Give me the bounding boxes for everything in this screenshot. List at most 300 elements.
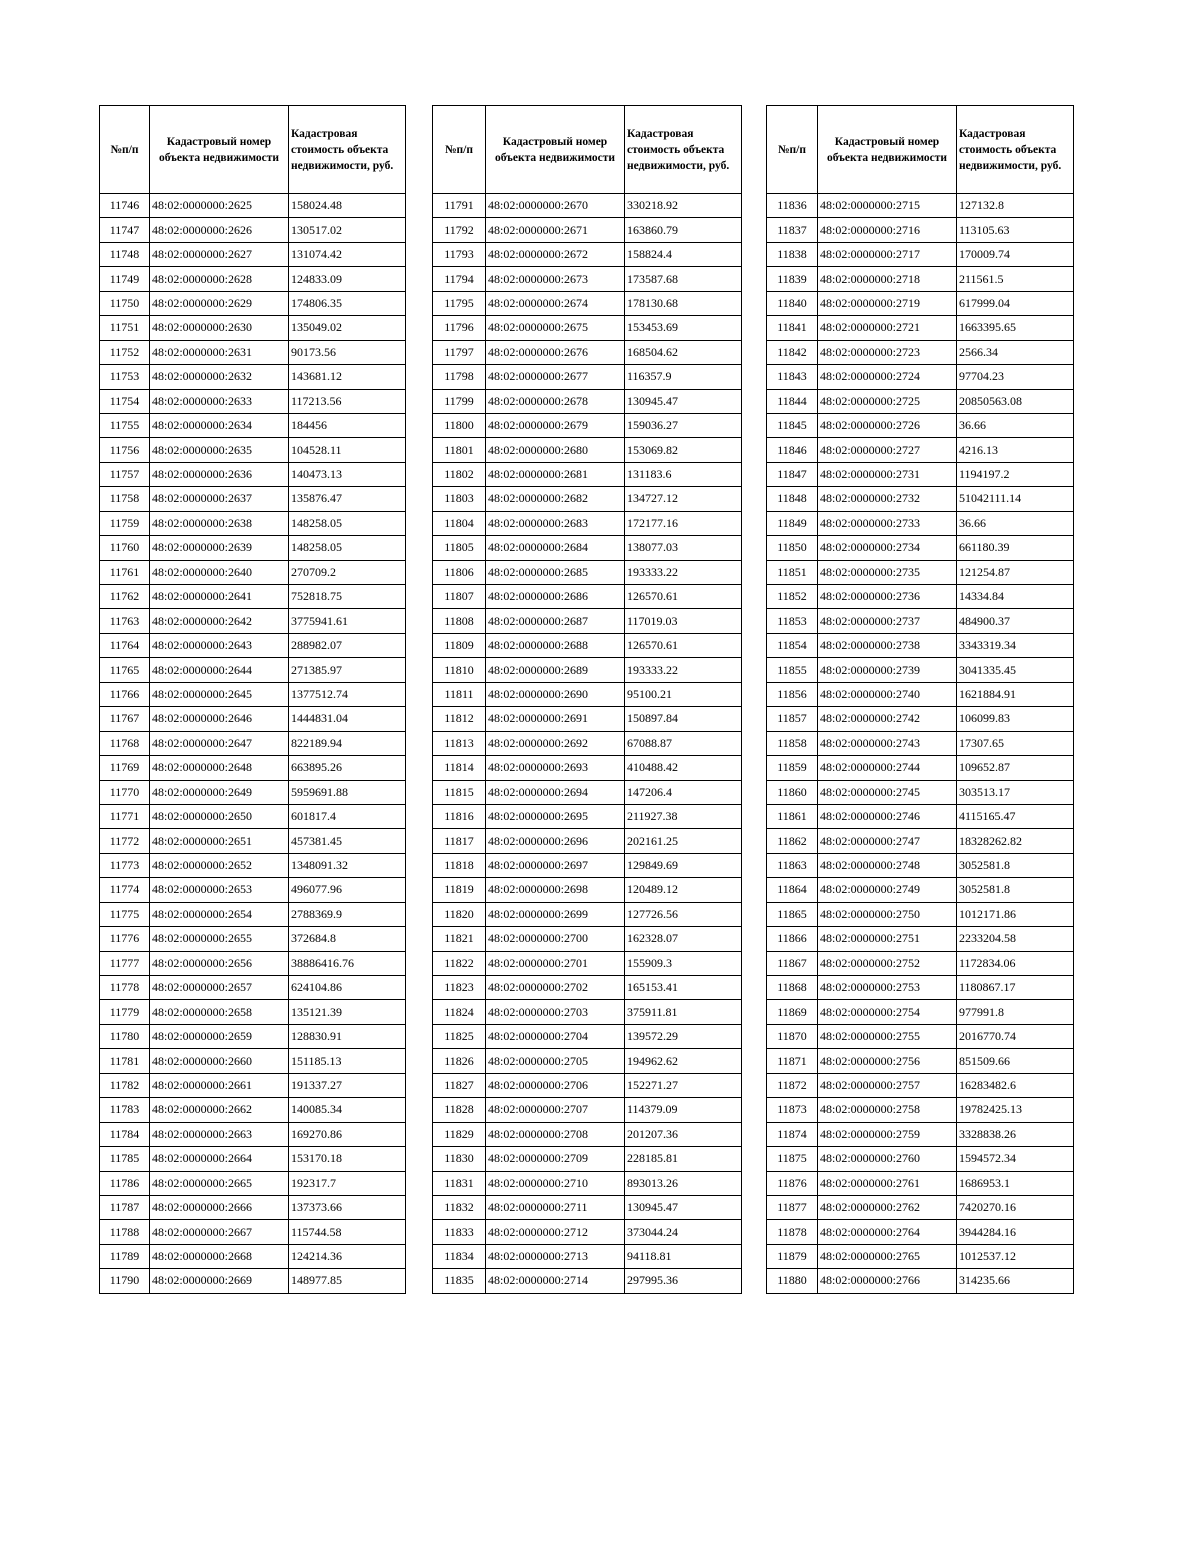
row-number: 11859	[767, 756, 818, 780]
row-number: 11869	[767, 1000, 818, 1024]
row-number: 11852	[767, 585, 818, 609]
cadastral-number: 48:02:0000000:2754	[818, 1000, 957, 1024]
table-row	[100, 291, 406, 315]
table-row	[100, 1269, 406, 1293]
cadastral-value: 153170.18	[289, 1147, 406, 1171]
table-row	[767, 413, 1074, 437]
table-row	[433, 218, 742, 242]
cadastral-value: 155909.3	[625, 951, 742, 975]
cadastral-value: 1348091.32	[289, 853, 406, 877]
cadastral-number: 48:02:0000000:2673	[486, 267, 625, 291]
cadastral-value: 375911.81	[625, 1000, 742, 1024]
cadastral-number: 48:02:0000000:2656	[150, 951, 289, 975]
cadastral-number: 48:02:0000000:2680	[486, 438, 625, 462]
row-number: 11822	[433, 951, 486, 975]
cadastral-number: 48:02:0000000:2642	[150, 609, 289, 633]
cadastral-number: 48:02:0000000:2658	[150, 1000, 289, 1024]
cadastral-value: 151185.13	[289, 1049, 406, 1073]
cadastral-value: 3052581.8	[957, 853, 1074, 877]
cadastral-value: 115744.58	[289, 1220, 406, 1244]
cadastral-number: 48:02:0000000:2688	[486, 633, 625, 657]
row-number: 11812	[433, 707, 486, 731]
row-number: 11808	[433, 609, 486, 633]
row-number: 11856	[767, 682, 818, 706]
row-number: 11847	[767, 462, 818, 486]
table-row	[100, 1024, 406, 1048]
cadastral-value: 97704.23	[957, 365, 1074, 389]
row-number: 11814	[433, 756, 486, 780]
cadastral-value: 1663395.65	[957, 316, 1074, 340]
table-row	[100, 462, 406, 486]
cadastral-number: 48:02:0000000:2738	[818, 633, 957, 657]
row-number: 11823	[433, 976, 486, 1000]
cadastral-number: 48:02:0000000:2630	[150, 316, 289, 340]
table-row	[433, 585, 742, 609]
table-row	[433, 658, 742, 682]
row-number: 11820	[433, 902, 486, 926]
cadastral-value: 303513.17	[957, 780, 1074, 804]
table-row	[767, 1269, 1074, 1293]
row-number: 11800	[433, 413, 486, 437]
cadastral-number: 48:02:0000000:2666	[150, 1195, 289, 1219]
cadastral-number: 48:02:0000000:2648	[150, 756, 289, 780]
row-number: 11781	[100, 1049, 150, 1073]
row-number: 11836	[767, 194, 818, 218]
cadastral-value: 372684.8	[289, 927, 406, 951]
row-number: 11874	[767, 1122, 818, 1146]
cadastral-number: 48:02:0000000:2695	[486, 804, 625, 828]
cadastral-number: 48:02:0000000:2708	[486, 1122, 625, 1146]
cadastral-value: 16283482.6	[957, 1073, 1074, 1097]
cadastral-value: 1444831.04	[289, 707, 406, 731]
cadastral-value: 117019.03	[625, 609, 742, 633]
row-number: 11756	[100, 438, 150, 462]
cadastral-value: 457381.45	[289, 829, 406, 853]
cadastral-value: 201207.36	[625, 1122, 742, 1146]
row-number: 11860	[767, 780, 818, 804]
cadastral-number: 48:02:0000000:2659	[150, 1024, 289, 1048]
cadastral-value: 1180867.17	[957, 976, 1074, 1000]
table-row	[767, 878, 1074, 902]
cadastral-number: 48:02:0000000:2735	[818, 560, 957, 584]
cadastral-value: 116357.9	[625, 365, 742, 389]
cadastral-number: 48:02:0000000:2704	[486, 1024, 625, 1048]
table-row	[100, 927, 406, 951]
cadastral-number: 48:02:0000000:2665	[150, 1171, 289, 1195]
cadastral-value: 410488.42	[625, 756, 742, 780]
table-row	[767, 1122, 1074, 1146]
cadastral-value: 297995.36	[625, 1269, 742, 1293]
cadastral-value: 1012171.86	[957, 902, 1074, 926]
cadastral-value: 165153.41	[625, 976, 742, 1000]
cadastral-number: 48:02:0000000:2681	[486, 462, 625, 486]
cadastral-number: 48:02:0000000:2683	[486, 511, 625, 535]
cadastral-number: 48:02:0000000:2672	[486, 242, 625, 266]
cadastral-number: 48:02:0000000:2710	[486, 1171, 625, 1195]
cadastral-number: 48:02:0000000:2685	[486, 560, 625, 584]
row-number: 11774	[100, 878, 150, 902]
table-row	[767, 609, 1074, 633]
cadastral-value: 169270.86	[289, 1122, 406, 1146]
row-number: 11769	[100, 756, 150, 780]
row-number: 11782	[100, 1073, 150, 1097]
cadastral-number: 48:02:0000000:2750	[818, 902, 957, 926]
row-number: 11785	[100, 1147, 150, 1171]
cadastral-value: 3328838.26	[957, 1122, 1074, 1146]
cadastral-number: 48:02:0000000:2758	[818, 1098, 957, 1122]
cadastral-number: 48:02:0000000:2637	[150, 487, 289, 511]
table-row	[767, 242, 1074, 266]
table-row	[433, 1269, 742, 1293]
table-row	[767, 1195, 1074, 1219]
cadastral-number: 48:02:0000000:2633	[150, 389, 289, 413]
table-row	[100, 585, 406, 609]
row-number: 11871	[767, 1049, 818, 1073]
cadastral-value: 184456	[289, 413, 406, 437]
cadastral-value: 173587.68	[625, 267, 742, 291]
cadastral-value: 113105.63	[957, 218, 1074, 242]
cadastral-number: 48:02:0000000:2653	[150, 878, 289, 902]
cadastral-number: 48:02:0000000:2711	[486, 1195, 625, 1219]
row-number: 11864	[767, 878, 818, 902]
cadastral-value: 153453.69	[625, 316, 742, 340]
table-row	[100, 1098, 406, 1122]
cadastral-number: 48:02:0000000:2701	[486, 951, 625, 975]
cadastral-value: 822189.94	[289, 731, 406, 755]
row-number: 11762	[100, 585, 150, 609]
table-row	[100, 340, 406, 364]
row-number: 11789	[100, 1244, 150, 1268]
row-number: 11865	[767, 902, 818, 926]
table-row	[433, 609, 742, 633]
cadastral-number: 48:02:0000000:2636	[150, 462, 289, 486]
cadastral-number: 48:02:0000000:2668	[150, 1244, 289, 1268]
table-row	[767, 267, 1074, 291]
cadastral-number: 48:02:0000000:2647	[150, 731, 289, 755]
cadastral-value: 19782425.13	[957, 1098, 1074, 1122]
row-number: 11749	[100, 267, 150, 291]
table-row	[767, 536, 1074, 560]
cadastral-number: 48:02:0000000:2709	[486, 1147, 625, 1171]
row-number: 11878	[767, 1220, 818, 1244]
cadastral-value: 7420270.16	[957, 1195, 1074, 1219]
row-number: 11777	[100, 951, 150, 975]
cadastral-value: 3944284.16	[957, 1220, 1074, 1244]
row-number: 11834	[433, 1244, 486, 1268]
cadastral-number: 48:02:0000000:2646	[150, 707, 289, 731]
table-row	[100, 976, 406, 1000]
row-number: 11868	[767, 976, 818, 1000]
cadastral-value: 1621884.91	[957, 682, 1074, 706]
cadastral-number: 48:02:0000000:2749	[818, 878, 957, 902]
table-row	[100, 609, 406, 633]
cadastral-value: 153069.82	[625, 438, 742, 462]
cadastral-value: 3052581.8	[957, 878, 1074, 902]
cadastral-value: 124214.36	[289, 1244, 406, 1268]
table-header	[433, 106, 742, 194]
cadastral-value: 752818.75	[289, 585, 406, 609]
row-number: 11803	[433, 487, 486, 511]
row-number: 11746	[100, 194, 150, 218]
cadastral-number: 48:02:0000000:2742	[818, 707, 957, 731]
cadastral-value: 172177.16	[625, 511, 742, 535]
row-number: 11830	[433, 1147, 486, 1171]
cadastral-value: 117213.56	[289, 389, 406, 413]
cadastral-value: 129849.69	[625, 853, 742, 877]
row-number: 11788	[100, 1220, 150, 1244]
table-row	[767, 731, 1074, 755]
cadastral-number: 48:02:0000000:2703	[486, 1000, 625, 1024]
cadastral-number: 48:02:0000000:2706	[486, 1073, 625, 1097]
cadastral-value: 67088.87	[625, 731, 742, 755]
row-number: 11790	[100, 1269, 150, 1293]
table-body	[433, 194, 742, 1294]
cadastral-number: 48:02:0000000:2651	[150, 829, 289, 853]
row-number: 11798	[433, 365, 486, 389]
row-number: 11853	[767, 609, 818, 633]
cadastral-value: 977991.8	[957, 1000, 1074, 1024]
row-number: 11832	[433, 1195, 486, 1219]
cadastral-value: 1686953.1	[957, 1171, 1074, 1195]
row-number: 11791	[433, 194, 486, 218]
row-number: 11835	[433, 1269, 486, 1293]
row-number: 11795	[433, 291, 486, 315]
table-row	[100, 1220, 406, 1244]
cadastral-value: 94118.81	[625, 1244, 742, 1268]
cadastral-number: 48:02:0000000:2759	[818, 1122, 957, 1146]
cadastral-number: 48:02:0000000:2748	[818, 853, 957, 877]
cadastral-number: 48:02:0000000:2726	[818, 413, 957, 437]
cadastral-number: 48:02:0000000:2660	[150, 1049, 289, 1073]
table-row	[433, 1098, 742, 1122]
table-row	[433, 413, 742, 437]
cadastral-number: 48:02:0000000:2643	[150, 633, 289, 657]
row-number: 11784	[100, 1122, 150, 1146]
row-number: 11842	[767, 340, 818, 364]
cadastral-number: 48:02:0000000:2744	[818, 756, 957, 780]
cadastral-value: 134727.12	[625, 487, 742, 511]
row-number: 11855	[767, 658, 818, 682]
row-number: 11765	[100, 658, 150, 682]
cadastral-number: 48:02:0000000:2712	[486, 1220, 625, 1244]
table-row	[767, 804, 1074, 828]
table-row	[100, 536, 406, 560]
cadastral-number: 48:02:0000000:2702	[486, 976, 625, 1000]
table-row	[433, 731, 742, 755]
cadastral-value: 159036.27	[625, 413, 742, 437]
row-number: 11858	[767, 731, 818, 755]
table-row	[100, 1073, 406, 1097]
cadastral-number: 48:02:0000000:2639	[150, 536, 289, 560]
cadastral-number: 48:02:0000000:2714	[486, 1269, 625, 1293]
table-row	[100, 756, 406, 780]
row-number: 11825	[433, 1024, 486, 1048]
cadastral-number: 48:02:0000000:2627	[150, 242, 289, 266]
row-number: 11817	[433, 829, 486, 853]
cadastral-value: 496077.96	[289, 878, 406, 902]
cadastral-number: 48:02:0000000:2629	[150, 291, 289, 315]
table-row	[433, 829, 742, 853]
cadastral-number: 48:02:0000000:2644	[150, 658, 289, 682]
cadastral-value: 18328262.82	[957, 829, 1074, 853]
row-number: 11845	[767, 413, 818, 437]
cadastral-value: 270709.2	[289, 560, 406, 584]
cadastral-value: 601817.4	[289, 804, 406, 828]
table-row	[433, 316, 742, 340]
table-row	[433, 511, 742, 535]
table-row	[433, 951, 742, 975]
cadastral-value: 5959691.88	[289, 780, 406, 804]
cadastral-number: 48:02:0000000:2757	[818, 1073, 957, 1097]
row-number: 11872	[767, 1073, 818, 1097]
table-row	[767, 389, 1074, 413]
table-row	[100, 878, 406, 902]
cadastral-number: 48:02:0000000:2694	[486, 780, 625, 804]
cadastral-number: 48:02:0000000:2752	[818, 951, 957, 975]
row-number: 11750	[100, 291, 150, 315]
table-row	[100, 194, 406, 218]
table-row	[433, 462, 742, 486]
cadastral-value: 152271.27	[625, 1073, 742, 1097]
cadastral-number: 48:02:0000000:2626	[150, 218, 289, 242]
table-row	[433, 1122, 742, 1146]
table-row	[433, 1220, 742, 1244]
cadastral-number: 48:02:0000000:2641	[150, 585, 289, 609]
cadastral-value: 162328.07	[625, 927, 742, 951]
table-row	[767, 1049, 1074, 1073]
cadastral-number: 48:02:0000000:2645	[150, 682, 289, 706]
table-row	[767, 511, 1074, 535]
row-number: 11867	[767, 951, 818, 975]
cadastral-number: 48:02:0000000:2687	[486, 609, 625, 633]
cadastral-number: 48:02:0000000:2675	[486, 316, 625, 340]
cadastral-value: 131183.6	[625, 462, 742, 486]
row-number: 11811	[433, 682, 486, 706]
table-row	[433, 291, 742, 315]
cadastral-value: 373044.24	[625, 1220, 742, 1244]
table-row	[767, 902, 1074, 926]
row-number: 11752	[100, 340, 150, 364]
row-number: 11863	[767, 853, 818, 877]
cadastral-number: 48:02:0000000:2652	[150, 853, 289, 877]
table-row	[433, 633, 742, 657]
cadastral-number: 48:02:0000000:2724	[818, 365, 957, 389]
cadastral-number: 48:02:0000000:2719	[818, 291, 957, 315]
cadastral-number: 48:02:0000000:2723	[818, 340, 957, 364]
row-number: 11805	[433, 536, 486, 560]
row-number: 11813	[433, 731, 486, 755]
table-row	[433, 878, 742, 902]
cadastral-value: 135121.39	[289, 1000, 406, 1024]
cadastral-value: 3343319.34	[957, 633, 1074, 657]
row-number: 11873	[767, 1098, 818, 1122]
row-number: 11801	[433, 438, 486, 462]
table-row	[100, 951, 406, 975]
cadastral-value: 139572.29	[625, 1024, 742, 1048]
table-row	[767, 1024, 1074, 1048]
row-number: 11850	[767, 536, 818, 560]
cadastral-number: 48:02:0000000:2689	[486, 658, 625, 682]
row-number: 11838	[767, 242, 818, 266]
cadastral-number: 48:02:0000000:2700	[486, 927, 625, 951]
cadastral-value: 1172834.06	[957, 951, 1074, 975]
row-number: 11809	[433, 633, 486, 657]
cadastral-number: 48:02:0000000:2632	[150, 365, 289, 389]
table-row	[433, 267, 742, 291]
cadastral-number: 48:02:0000000:2638	[150, 511, 289, 535]
table-row	[767, 1000, 1074, 1024]
row-number: 11768	[100, 731, 150, 755]
cadastral-number: 48:02:0000000:2715	[818, 194, 957, 218]
table-row	[767, 1220, 1074, 1244]
cadastral-number: 48:02:0000000:2699	[486, 902, 625, 926]
table-row	[100, 218, 406, 242]
cadastral-value: 194962.62	[625, 1049, 742, 1073]
cadastral-value: 1012537.12	[957, 1244, 1074, 1268]
cadastral-number: 48:02:0000000:2686	[486, 585, 625, 609]
row-number: 11792	[433, 218, 486, 242]
row-number: 11757	[100, 462, 150, 486]
table-row	[767, 1244, 1074, 1268]
row-number: 11758	[100, 487, 150, 511]
row-number: 11767	[100, 707, 150, 731]
table-row	[100, 389, 406, 413]
row-number: 11776	[100, 927, 150, 951]
table-row	[767, 218, 1074, 242]
table-row	[767, 316, 1074, 340]
row-number: 11787	[100, 1195, 150, 1219]
row-number: 11861	[767, 804, 818, 828]
cadastral-value: 4115165.47	[957, 804, 1074, 828]
cadastral-value: 2016770.74	[957, 1024, 1074, 1048]
cadastral-number: 48:02:0000000:2725	[818, 389, 957, 413]
row-number: 11818	[433, 853, 486, 877]
row-number: 11829	[433, 1122, 486, 1146]
table-row	[767, 829, 1074, 853]
row-number: 11816	[433, 804, 486, 828]
cadastral-value: 330218.92	[625, 194, 742, 218]
table-row	[100, 511, 406, 535]
cadastral-value: 147206.4	[625, 780, 742, 804]
row-number: 11848	[767, 487, 818, 511]
cadastral-value: 135876.47	[289, 487, 406, 511]
table-row	[433, 1244, 742, 1268]
cadastral-value: 3775941.61	[289, 609, 406, 633]
row-number: 11780	[100, 1024, 150, 1048]
table-row	[100, 658, 406, 682]
table-row	[767, 976, 1074, 1000]
cadastral-value: 3041335.45	[957, 658, 1074, 682]
cadastral-value: 4216.13	[957, 438, 1074, 462]
row-number: 11824	[433, 1000, 486, 1024]
cadastral-number: 48:02:0000000:2762	[818, 1195, 957, 1219]
row-number: 11880	[767, 1269, 818, 1293]
cadastral-number: 48:02:0000000:2669	[150, 1269, 289, 1293]
cadastral-value: 624104.86	[289, 976, 406, 1000]
table-row	[100, 902, 406, 926]
row-number: 11796	[433, 316, 486, 340]
cadastral-number: 48:02:0000000:2698	[486, 878, 625, 902]
cadastral-value: 148258.05	[289, 511, 406, 535]
table-row	[433, 682, 742, 706]
table-row	[100, 1171, 406, 1195]
table-row	[767, 1098, 1074, 1122]
table-body	[100, 194, 406, 1294]
header-cadastral-number: Кадастровый номер объекта недвижимости	[818, 106, 957, 194]
row-number: 11844	[767, 389, 818, 413]
cadastral-value: 130517.02	[289, 218, 406, 242]
cadastral-value: 314235.66	[957, 1269, 1074, 1293]
